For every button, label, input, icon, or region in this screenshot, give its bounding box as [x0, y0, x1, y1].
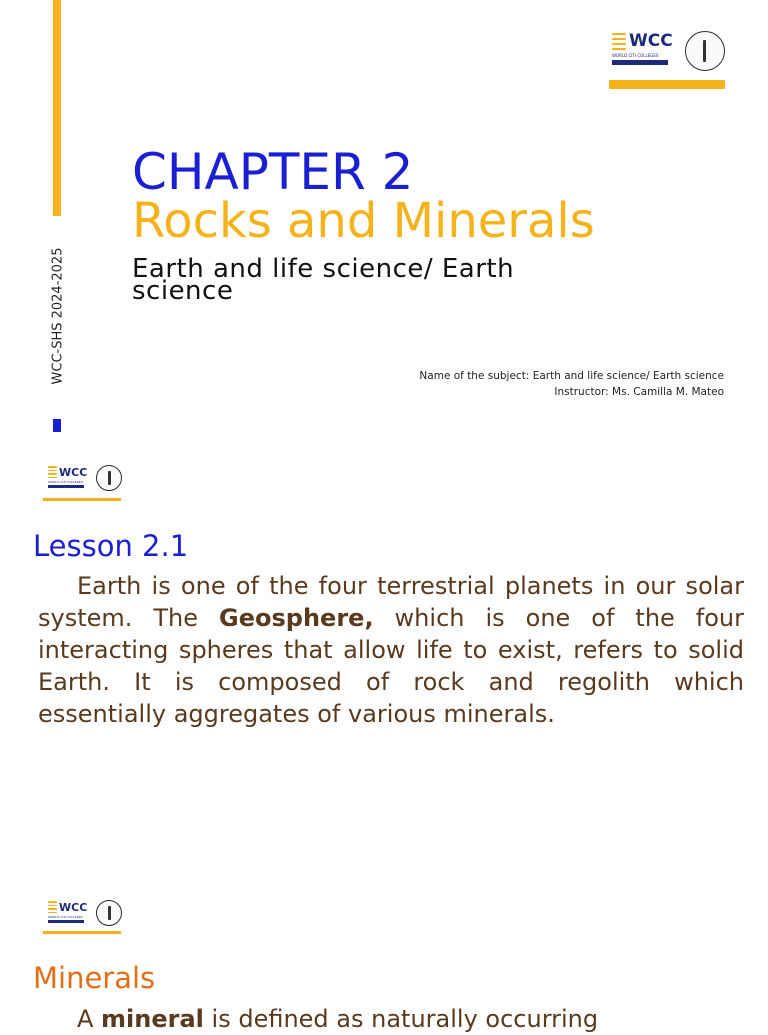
- logo-subtitle: WORLD CITI COLLEGES: [48, 915, 83, 919]
- wcc-logo-icon: [48, 465, 57, 479]
- school-seal-icon: [96, 465, 122, 491]
- school-seal-icon: [96, 900, 122, 926]
- wcc-logo-icon: [612, 31, 626, 51]
- side-accent-square: [53, 419, 61, 432]
- wcc-logo-icon: [48, 900, 57, 914]
- wcc-logo: [612, 31, 725, 71]
- subject-meta: [419, 368, 724, 400]
- logo-underline: [43, 931, 121, 934]
- meta-subject: Name of the subject: Earth and life science/ Earth science: [419, 370, 724, 382]
- minerals-term: mineral: [101, 1005, 204, 1033]
- logo-tag: [48, 920, 84, 923]
- lesson-text: which is one of the four interacting spheres that allow life to exist, refers to solid Earth. It is composed of rock and regolith which essentially aggregates of various minerals.: [38, 604, 745, 728]
- logo-subtitle: WORLD CITI COLLEGES: [612, 53, 659, 58]
- wcc-logo: [48, 465, 122, 491]
- school-seal-icon: [685, 31, 725, 71]
- minerals-text: A: [77, 1005, 102, 1033]
- logo-tag: [612, 60, 668, 65]
- lesson-term: Geosphere,: [219, 604, 374, 632]
- logo-wordmark: WCC: [59, 465, 88, 479]
- wcc-logo: [48, 900, 122, 926]
- logo-wordmark: WCC: [629, 31, 673, 51]
- lesson-text: Earth is one of the four terrestrial planets in our solar system. The: [38, 572, 744, 632]
- logo-underline: [43, 498, 121, 501]
- chapter-subject: Earth and life science/ Earth science: [132, 254, 515, 306]
- chapter-title: Rocks and Minerals: [132, 193, 595, 249]
- minerals-heading: Minerals: [33, 961, 156, 995]
- logo-tag: [48, 485, 84, 488]
- minerals-text: is defined as naturally occurring: [203, 1005, 599, 1033]
- logo-subtitle: WORLD CITI COLLEGES: [48, 480, 83, 484]
- lesson-heading: Lesson 2.1: [33, 529, 189, 563]
- chapter-label: CHAPTER 2: [132, 143, 414, 201]
- logo-underline: [609, 80, 725, 89]
- minerals-paragraph: [38, 1003, 744, 1035]
- side-accent-bar: [53, 0, 61, 216]
- meta-instructor: Instructor: Ms. Camilla M. Mateo: [554, 386, 724, 398]
- logo-wordmark: WCC: [59, 900, 88, 914]
- school-year-label: WCC-SHS 2024-2025: [50, 247, 66, 385]
- lesson-paragraph: [38, 570, 744, 730]
